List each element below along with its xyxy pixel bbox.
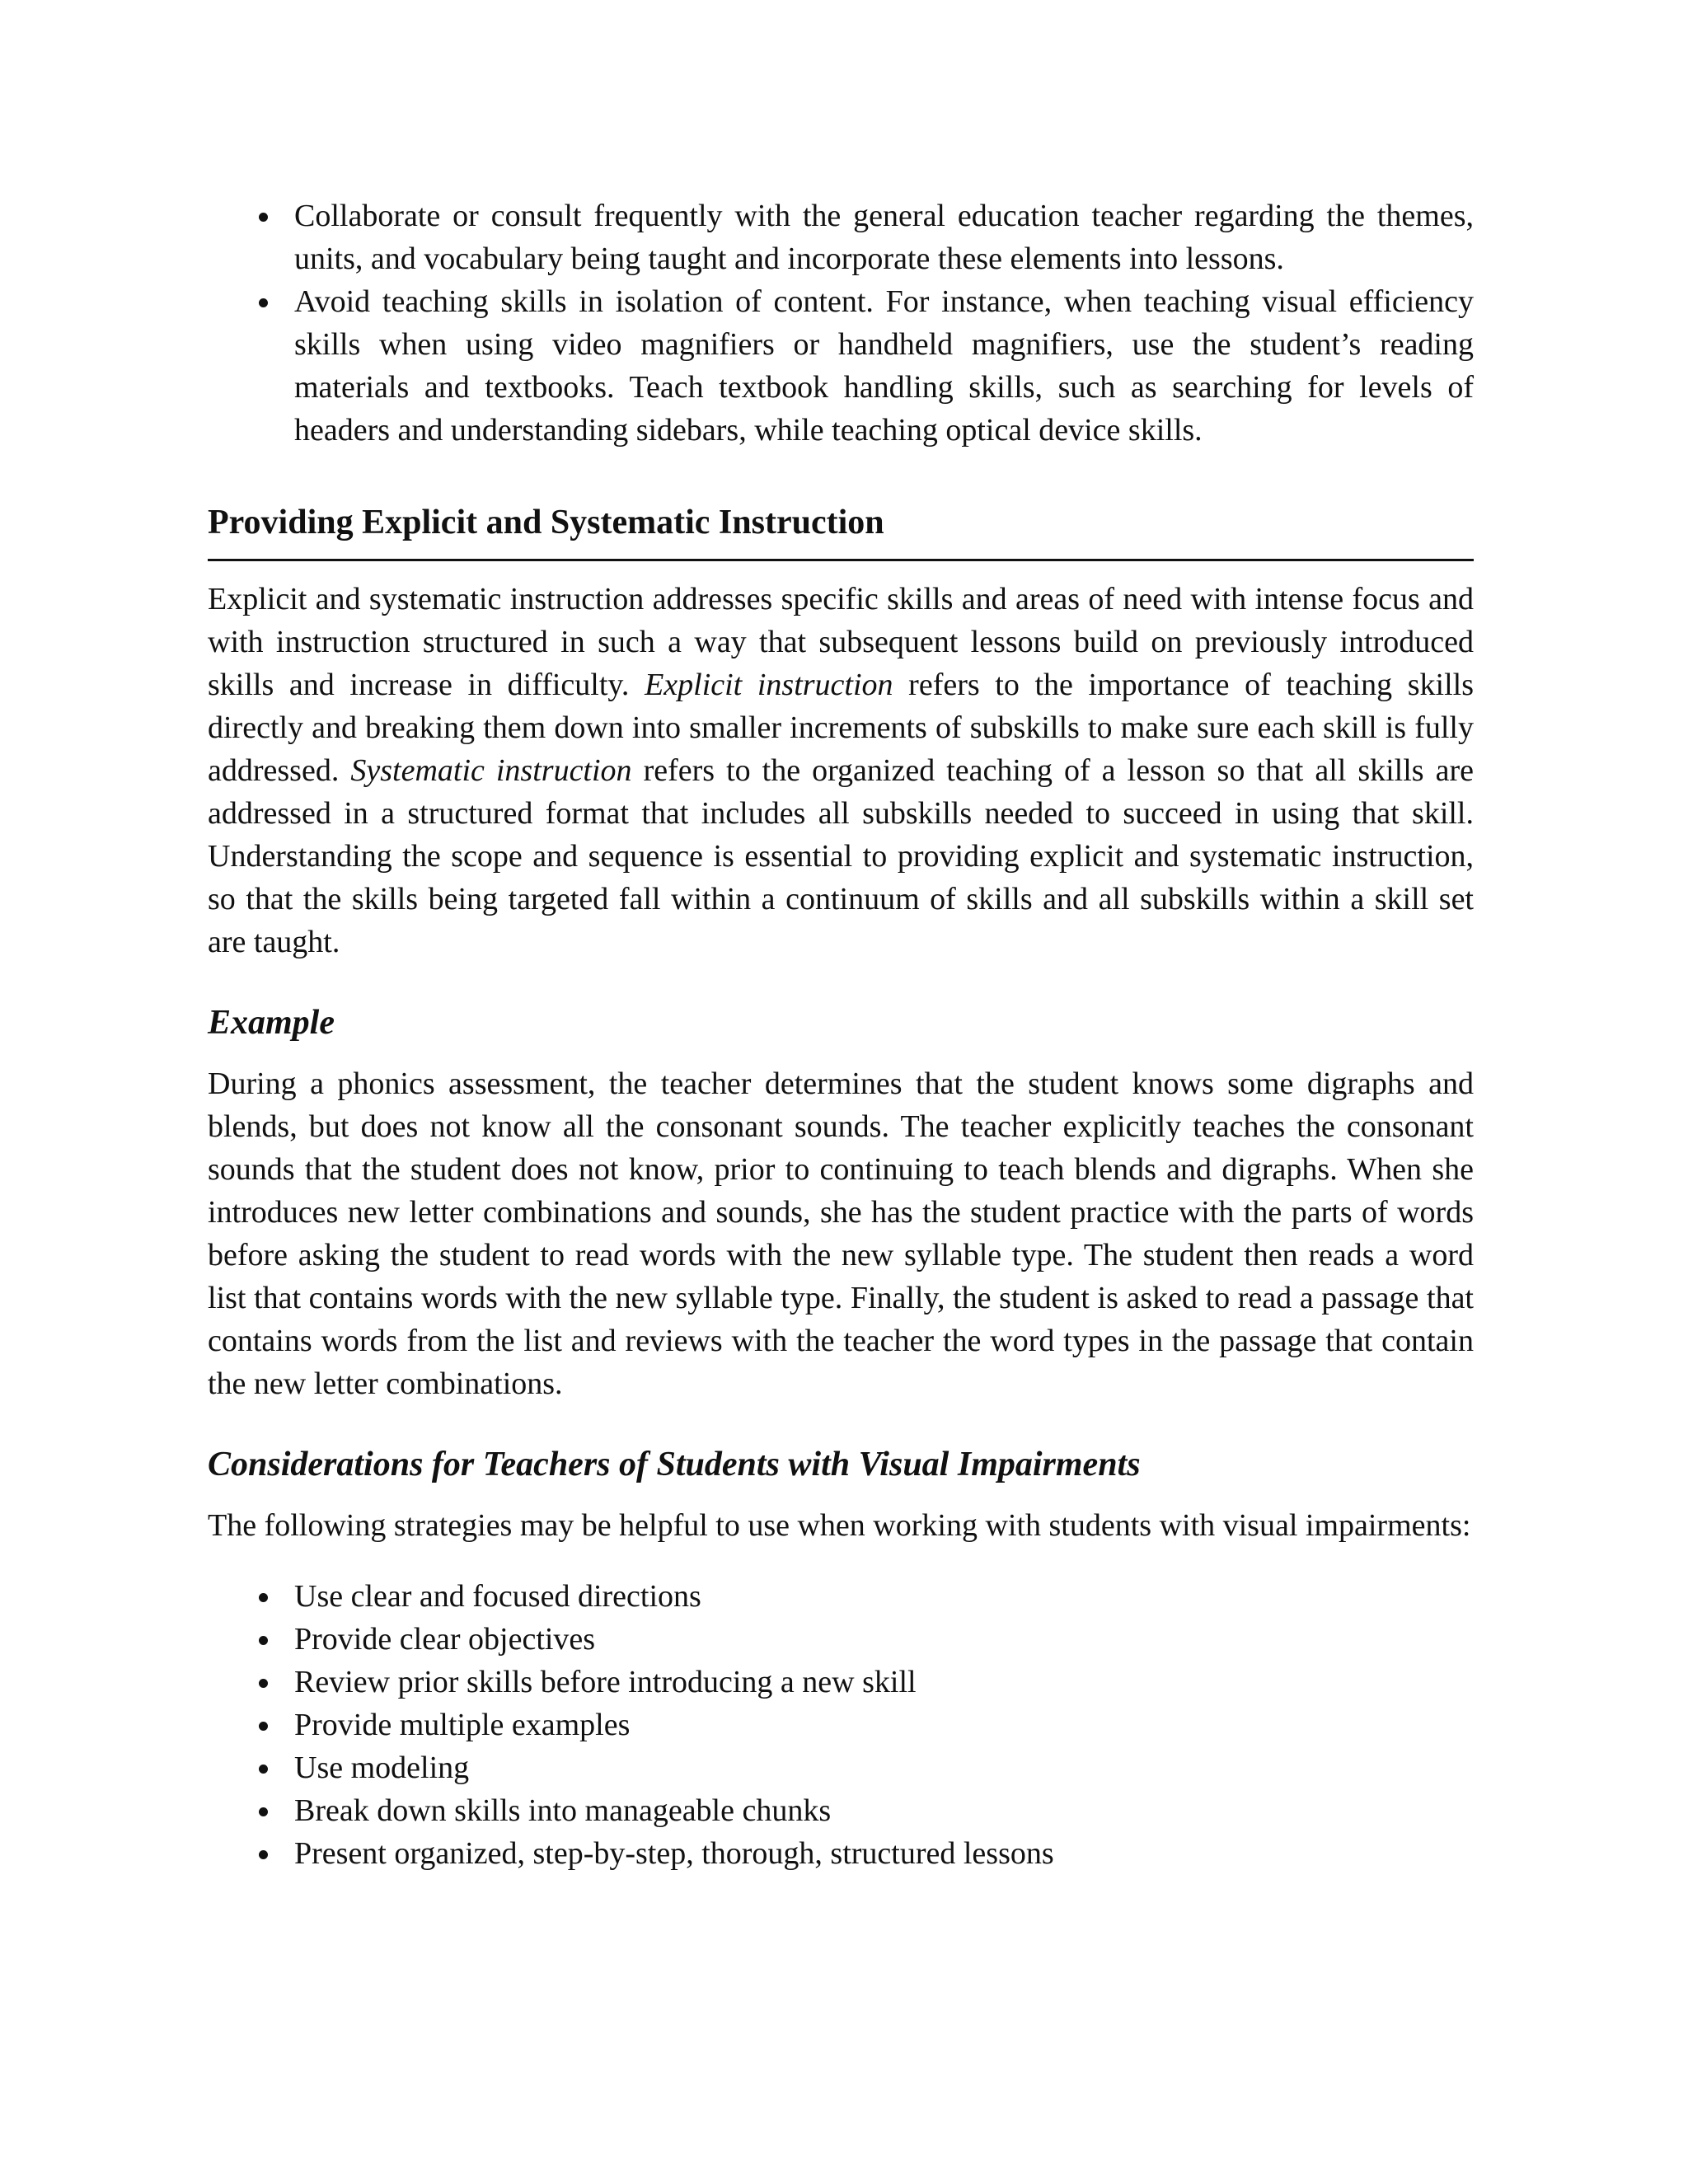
example-heading: Example: [208, 1004, 335, 1042]
paragraph-text: Explicit and systematic instruction addresses specific skills and areas of need with intense focus and with instruction structured in such a way that subsequent lessons build on previously introduced skills and increase in difficulty.: [208, 582, 1474, 702]
list-item: Avoid teaching skills in isolation of content. For instance, when teaching visual efficiency skills when using video magnifiers or handheld magnifiers, use the student’s reading materials and textbooks. Teach textbook handling skills, such as searching for levels of headers and understanding sidebars, while teaching optical device skills.: [208, 280, 1474, 452]
term-systematic-instruction: Systematic instruction: [350, 753, 632, 788]
list-item: Use modeling: [208, 1746, 1474, 1789]
list-item: Collaborate or consult frequently with the general education teacher regarding the themes, units, and vocabulary being taught and incorporate these elements into lessons.: [208, 194, 1474, 280]
section-paragraph: [208, 578, 1474, 963]
list-item: Present organized, step-by-step, thorough, structured lessons: [208, 1832, 1474, 1875]
section-heading: Providing Explicit and Systematic Instruction: [208, 499, 1474, 561]
example-paragraph: During a phonics assessment, the teacher determines that the student knows some digraphs and blends, but does not know all the consonant sounds. The teacher explicitly teaches the consonant sounds that the student does not know, prior to continuing to teach blends and digraphs. When she introduces new letter combinations and sounds, she has the student practice with the parts of words before asking the student to read words with the new syllable type. The student then reads a word list that contains words with the new syllable type. Finally, the student is asked to read a passage that contains words from the list and reviews with the teacher the word types in the passage that contain the new letter combinations.: [208, 1066, 1474, 1401]
list-item: Provide clear objectives: [208, 1618, 1474, 1661]
considerations-heading: Considerations for Teachers of Students with Visual Impairments: [208, 1446, 1141, 1483]
strategies-list: [208, 1575, 1474, 1875]
list-item: Provide multiple examples: [208, 1704, 1474, 1746]
list-item: Use clear and focused directions: [208, 1575, 1474, 1618]
top-bullet-list: [208, 194, 1474, 452]
document-page: [208, 194, 1474, 1875]
paragraph-text: refers to the organized teaching of a lesson so that all skills are addressed in a structured format that includes all subskills needed to succeed in using that skill. Understanding the scope and sequence is essential to providing explicit and systematic instruction, so that the skills being targeted fall within a continuum of skills and all subskills within a skill set are taught.: [208, 753, 1474, 959]
term-explicit-instruction: Explicit instruction: [645, 668, 893, 702]
paragraph-text: refers to the importance of teaching skills directly and breaking them down into smaller increments of subskills to make sure each skill is fully addressed.: [208, 668, 1474, 788]
list-item: Break down skills into manageable chunks: [208, 1789, 1474, 1832]
considerations-intro: The following strategies may be helpful to use when working with students with visual impairments:: [208, 1508, 1471, 1543]
list-item: Review prior skills before introducing a new skill: [208, 1661, 1474, 1704]
